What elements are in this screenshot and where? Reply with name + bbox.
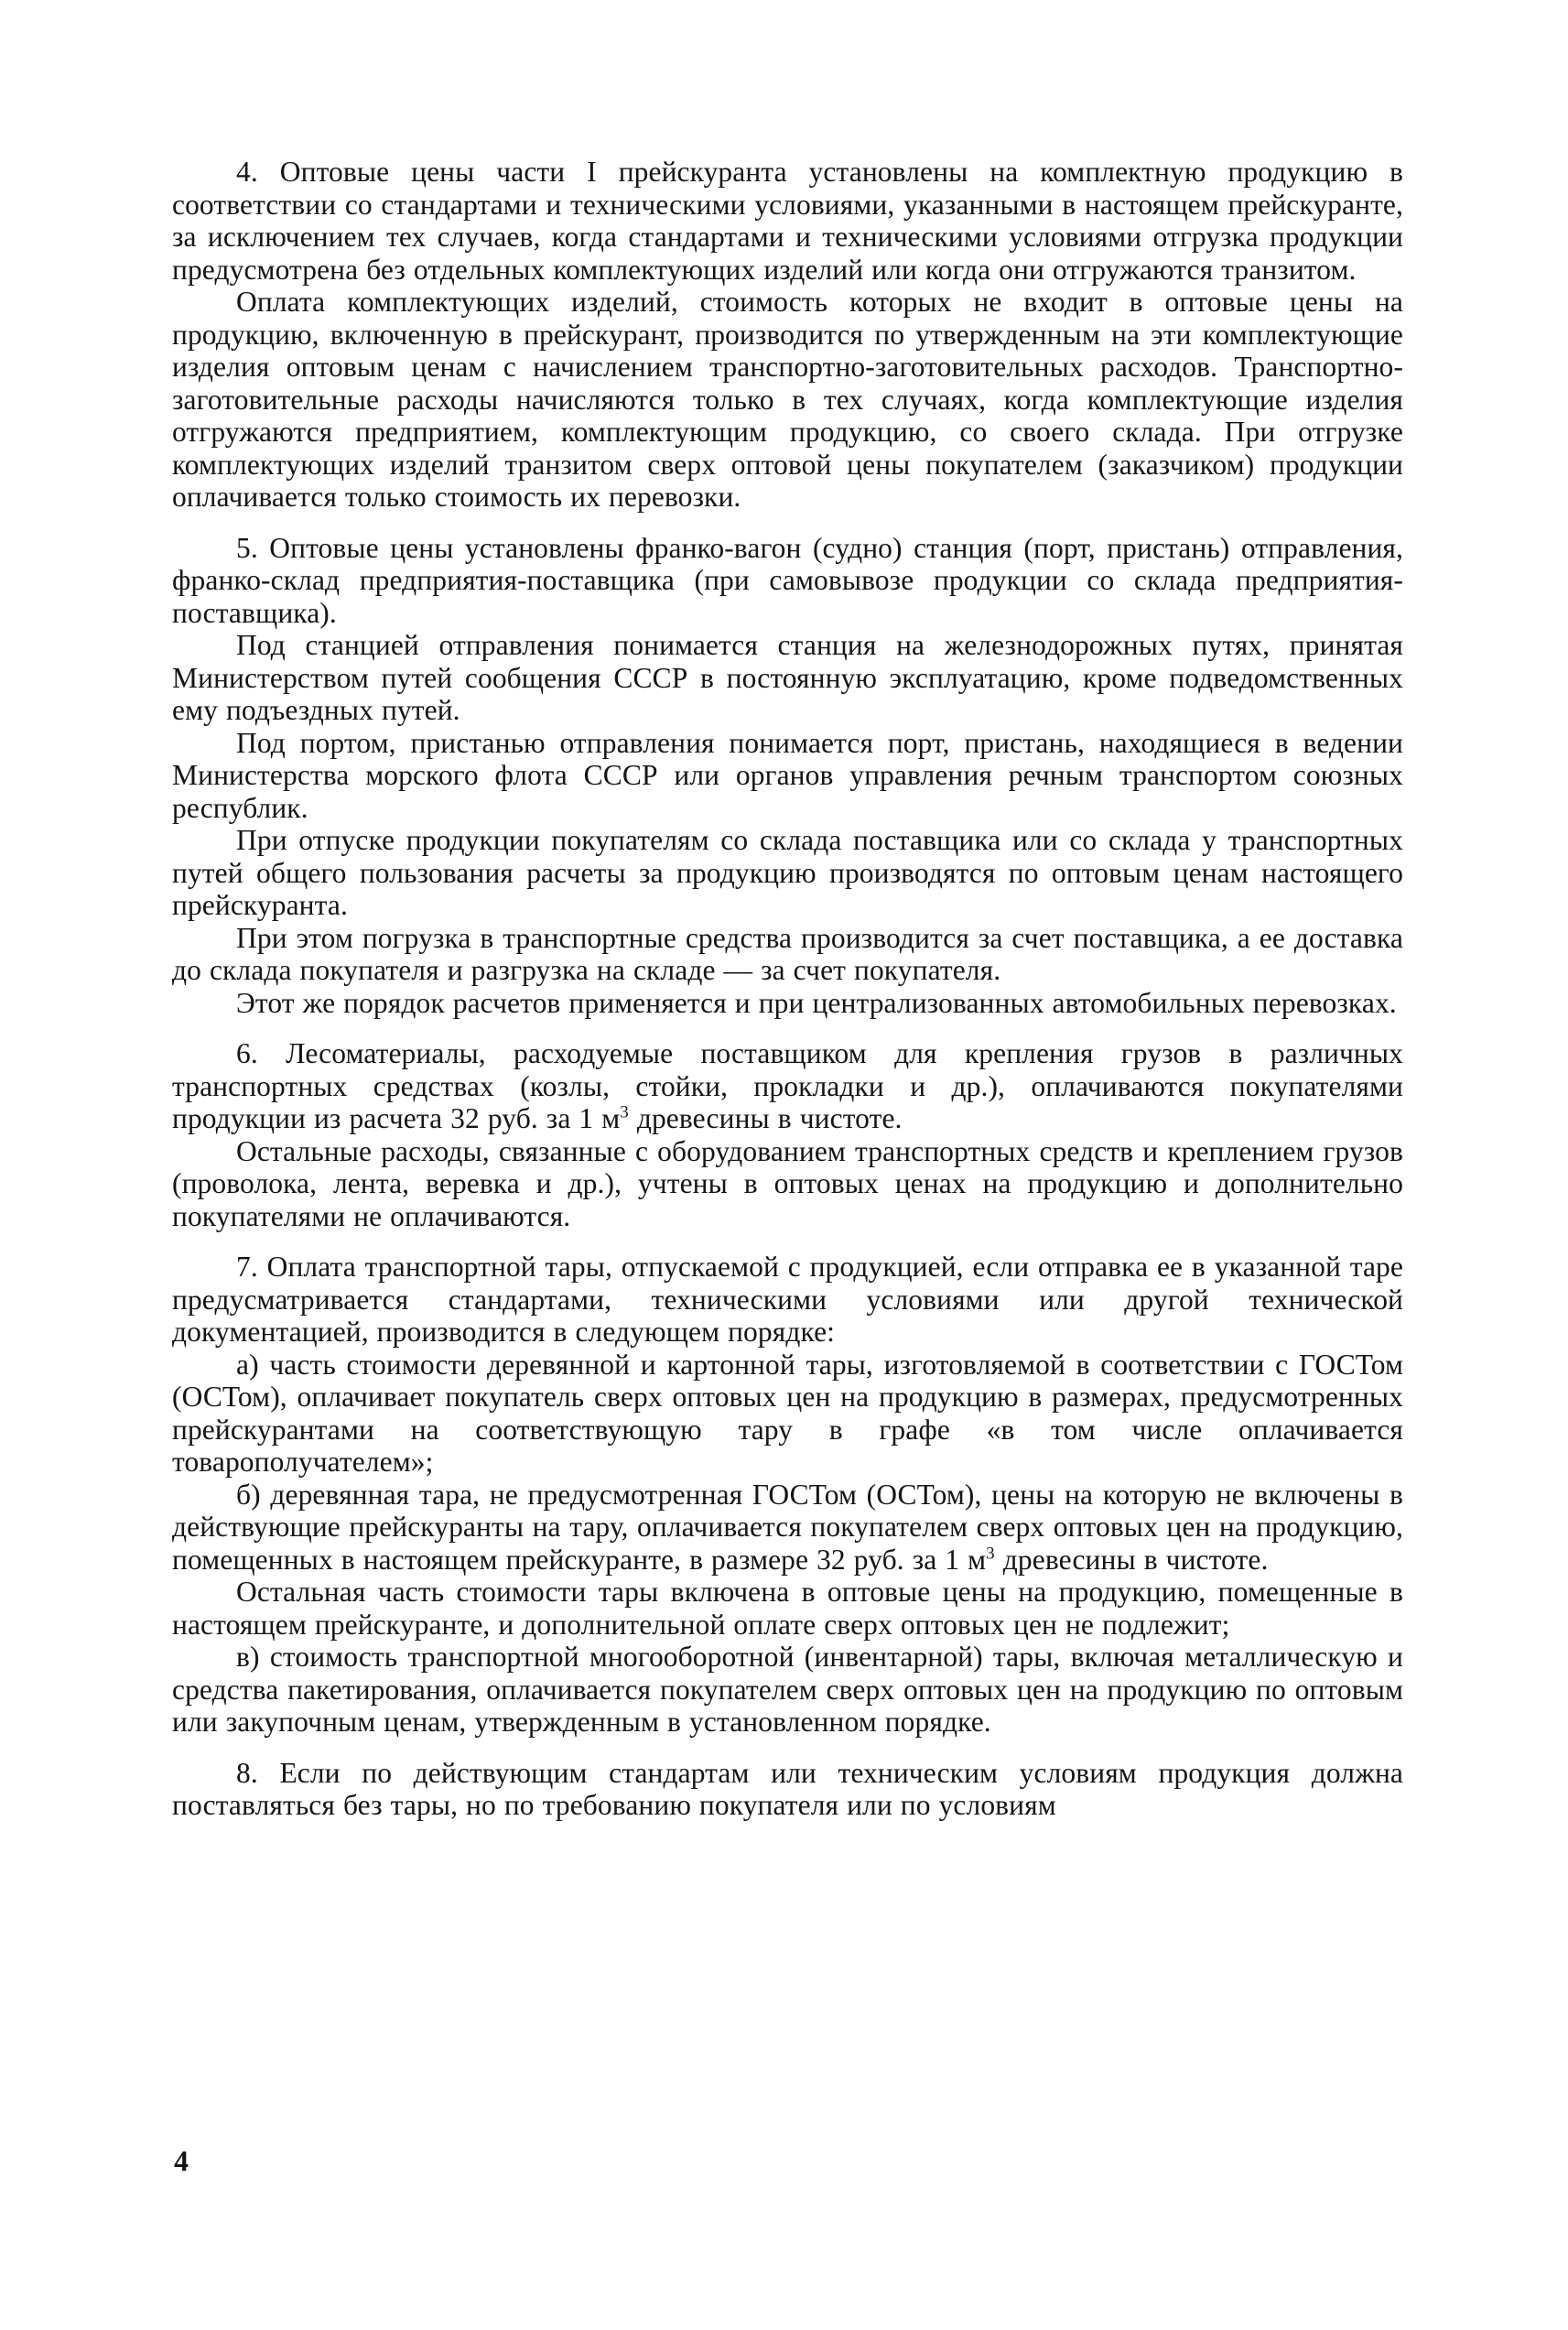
- paragraph-p4-2: [172, 286, 1403, 514]
- paragraph-text: Под портом, пристанью отправления понимается порт, пристань, находящиеся в ведении Министерства морского флота СССР или органов управления речным транспортом союзных республик.: [172, 726, 1403, 824]
- paragraph-p4-1: [172, 156, 1403, 286]
- paragraph-text: Оплата комплектующих изделий, стоимость которых не входит в оптовые цены на продукцию, включенную в прейскурант, производится по утвержденным на эти комплектующие изделия оптовым ценам с начислением транспортно-заготовительных расходов. Транспортно-заготовительные расходы начисляются только в тех случаях, когда комплектующие изделия отгружаются предприятием, комплектующим продукцию, со своего склада. При отгрузке комплектующих изделий транзитом сверх оптовой цены покупателем (заказчиком) продукции оплачивается только стоимость их перевозки.: [172, 286, 1403, 513]
- paragraph-text-continued: древесины в чистоте.: [628, 1102, 903, 1134]
- page-number: 4: [174, 2144, 189, 2177]
- paragraph-p6-2: [172, 1135, 1403, 1233]
- paragraph-p5-4: [172, 824, 1403, 922]
- paragraph-text: б) деревянная тара, не предусмотренная ГОСТом (ОСТом), цены на которую не включены в действующие прейскуранты на тару, оплачивается покупателем сверх оптовых цен на продукцию, помещенных в настоящем прейскуранте, в размере 32 руб. за 1 м: [172, 1478, 1403, 1576]
- paragraph-p5-2: [172, 629, 1403, 727]
- paragraph-p7-1: [172, 1251, 1403, 1349]
- body-text: [172, 156, 1403, 1822]
- paragraph-p7-5: [172, 1641, 1403, 1739]
- paragraph-p8-1: [172, 1757, 1403, 1822]
- paragraph-text: 8. Если по действующим стандартам или техническим условиям продукция должна поставляться без тары, но по требованию покупателя или по условиям: [172, 1756, 1403, 1821]
- paragraph-p7-4: [172, 1576, 1403, 1641]
- paragraph-p6-1: [172, 1037, 1403, 1135]
- paragraph-text: в) стоимость транспортной многооборотной (инвентарной) тары, включая металлическую и средства пакетирования, оплачивается покупателем сверх оптовых цен на продукцию по оптовым или закупочным ценам, утвержденным в установленном порядке.: [172, 1641, 1403, 1738]
- paragraph-text: Остальные расходы, связанные с оборудованием транспортных средств и креплением грузов (проволока, лента, веревка и др.), учтены в оптовых ценах на продукцию и дополнительно покупателями не оплачиваются.: [172, 1134, 1403, 1232]
- superscript: 3: [986, 1544, 995, 1563]
- paragraph-text: а) часть стоимости деревянной и картонной тары, изготовляемой в соответствии с ГОСТом (ОСТом), оплачивает покупатель сверх оптовых цен на продукцию в размерах, предусмотренных прейскурантами на соответствующую тару в графе «в том числе оплачивается товарополучателем»;: [172, 1348, 1403, 1478]
- paragraph-p5-5: [172, 922, 1403, 987]
- paragraph-text: 5. Оптовые цены установлены франко-вагон (судно) станция (порт, пристань) отправления, франко-склад предприятия-поставщика (при самовывозе продукции со склада предприятия-поставщика).: [172, 531, 1403, 629]
- paragraph-text-continued: древесины в чистоте.: [994, 1543, 1269, 1576]
- paragraph-p5-3: [172, 727, 1403, 825]
- paragraph-text: 4. Оптовые цены части I прейскуранта установлены на комплектную продукцию в соответствии со стандартами и техническими условиями, указанными в настоящем прейскуранте, за исключением тех случаев, когда стандартами и техническими условиями отгрузка продукции предусмотрена без отдельных комплектующих изделий или когда они отгружаются транзитом.: [172, 156, 1403, 286]
- paragraph-p7-2: [172, 1349, 1403, 1479]
- superscript: 3: [620, 1102, 629, 1122]
- paragraph-text: Под станцией отправления понимается станция на железнодорожных путях, принятая Министерством путей сообщения СССР в постоянную эксплуатацию, кроме подведомственных ему подъездных путей.: [172, 629, 1403, 726]
- paragraph-text: 6. Лесоматериалы, расходуемые поставщиком для крепления грузов в различных транспортных средствах (козлы, стойки, прокладки и др.), оплачиваются покупателями продукции из расчета 32 руб. за 1 м: [172, 1037, 1403, 1134]
- paragraph-p5-1: [172, 532, 1403, 630]
- paragraph-text: При этом погрузка в транспортные средства производится за счет поставщика, а ее доставка до склада покупателя и разгрузка на складе — за счет покупателя.: [172, 921, 1403, 986]
- paragraph-text: Этот же порядок расчетов применяется и при централизованных автомобильных перевозках.: [236, 986, 1397, 1019]
- paragraph-text: При отпуске продукции покупателям со склада поставщика или со склада у транспортных путей общего пользования расчеты за продукцию производятся по оптовым ценам настоящего прейскуранта.: [172, 824, 1403, 921]
- paragraph-p5-6: [172, 987, 1403, 1020]
- paragraph-text: Остальная часть стоимости тары включена в оптовые цены на продукцию, помещенные в настоящем прейскуранте, и дополнительной оплате сверх оптовых цен не подлежит;: [172, 1576, 1403, 1641]
- paragraph-text: 7. Оплата транспортной тары, отпускаемой с продукцией, если отправка ее в указанной таре предусматривается стандартами, техническими условиями или другой технической документацией, производится в следующем порядке:: [172, 1251, 1403, 1348]
- paragraph-p7-3: [172, 1479, 1403, 1577]
